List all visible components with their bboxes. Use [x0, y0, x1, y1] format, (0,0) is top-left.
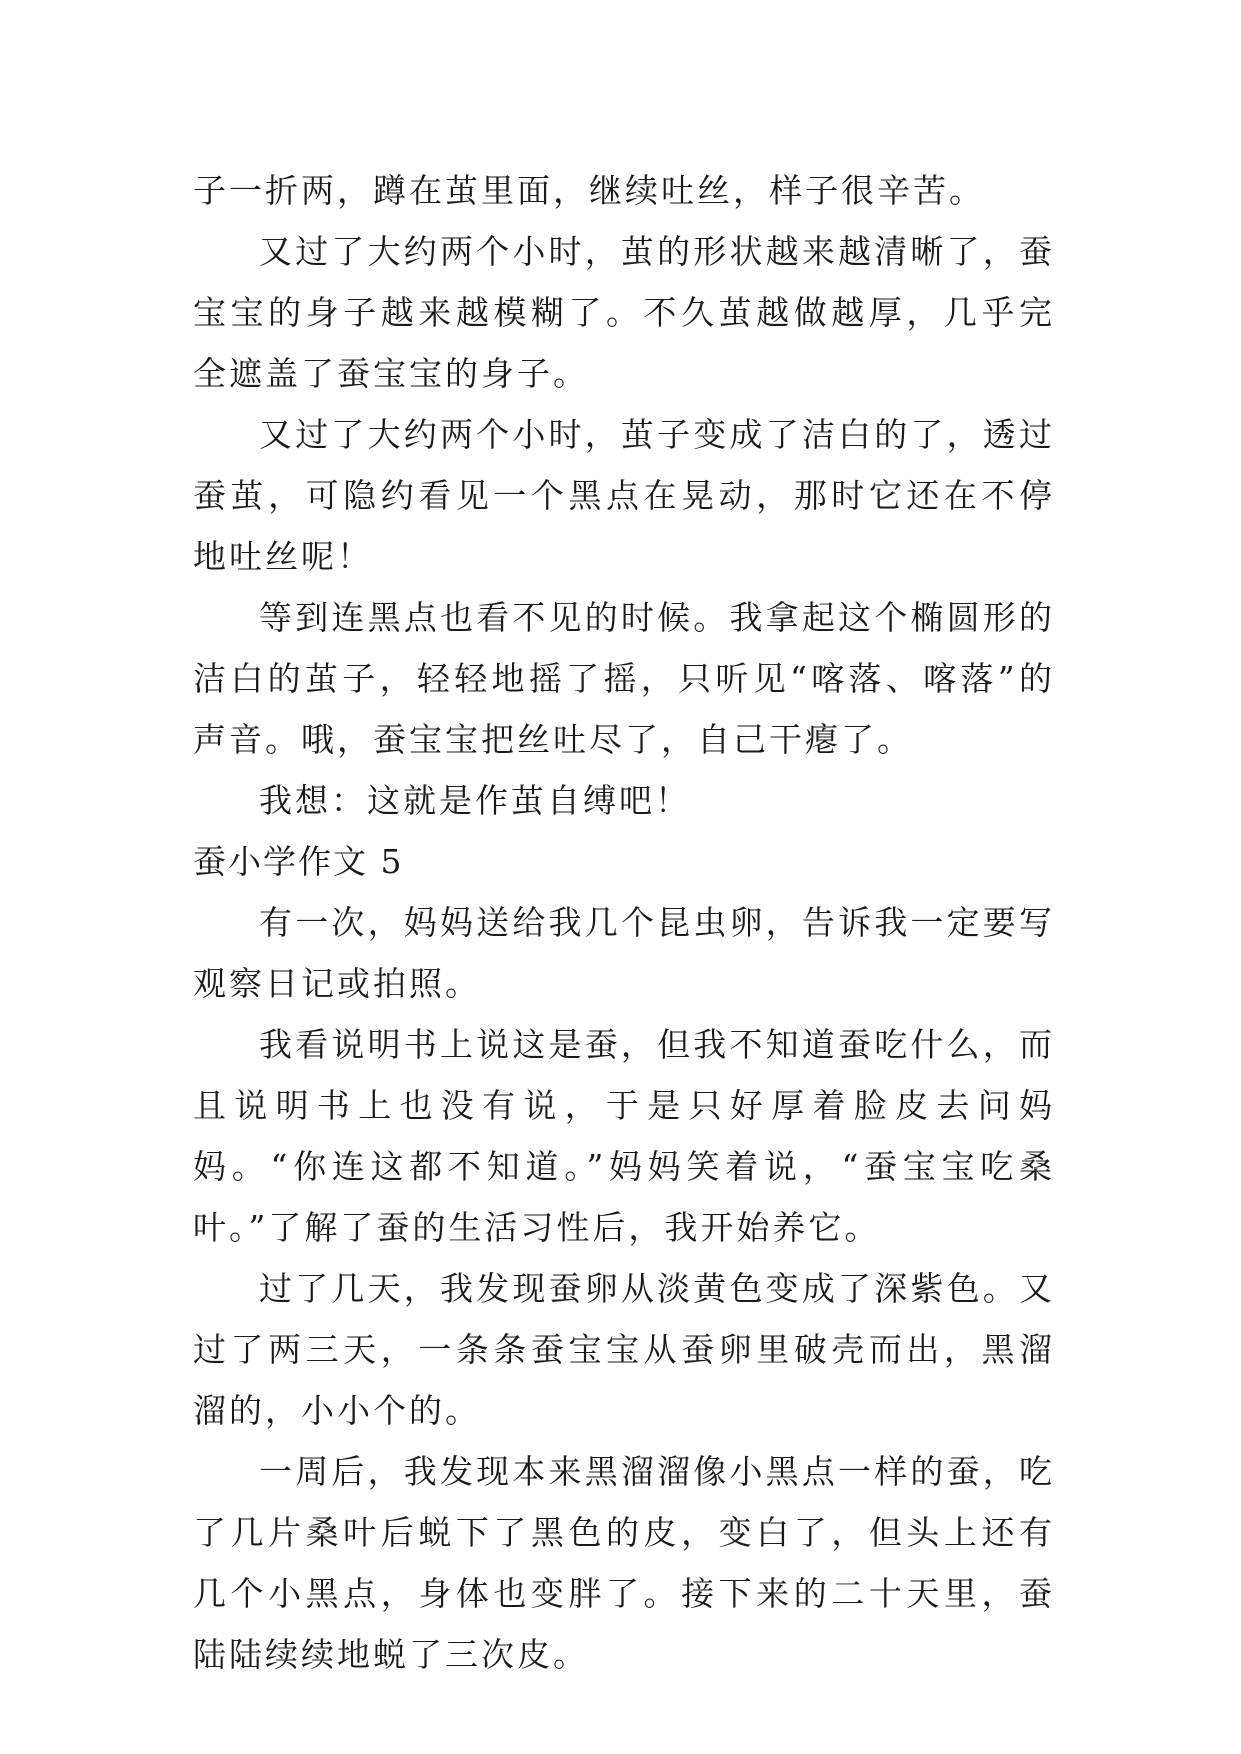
paragraph: 等到连黑点也看不见的时候。我拿起这个椭圆形的洁白的茧子，轻轻地摇了摇，只听见“喀落、喀落”的声音。哦，蚕宝宝把丝吐尽了，自己干瘪了。: [193, 598, 1055, 759]
paragraph: 又过了大约两个小时，茧子变成了洁白的了，透过蚕茧，可隐约看见一个黑点在晃动，那时它还在不停地吐丝呢！: [193, 415, 1055, 576]
paragraph: 我想：这就是作茧自缚吧！: [259, 781, 691, 820]
paragraph: 我看说明书上说这是蚕，但我不知道蚕吃什么，而且说明书上也没有说，于是只好厚着脸皮去问妈妈。“你连这都不知道。”妈妈笑着说，“蚕宝宝吃桑叶。”了解了蚕的生活习性后，我开始养它。: [193, 1025, 1055, 1247]
paragraph: 又过了大约两个小时，茧的形状越来越清晰了，蚕宝宝的身子越来越模糊了。不久茧越做越厚，几乎完全遮盖了蚕宝宝的身子。: [193, 232, 1055, 393]
paragraph: 一周后，我发现本来黑溜溜像小黑点一样的蚕，吃了几片桑叶后蜕下了黑色的皮，变白了，但头上还有几个小黑点，身体也变胖了。接下来的二十天里，蚕陆陆续续地蜕了三次皮。: [193, 1452, 1055, 1674]
paragraph: 过了几天，我发现蚕卵从淡黄色变成了深紫色。又过了两三天，一条条蚕宝宝从蚕卵里破壳而出，黑溜溜的，小小个的。: [193, 1269, 1055, 1430]
essay-body: [193, 160, 1055, 1685]
paragraph: 有一次，妈妈送给我几个昆虫卵，告诉我一定要写观察日记或拍照。: [193, 903, 1055, 1003]
paragraph-continuation: 子一折两，蹲在茧里面，继续吐丝，样子很辛苦。: [193, 171, 985, 210]
essay-title: 蚕小学作文 5: [193, 842, 404, 881]
